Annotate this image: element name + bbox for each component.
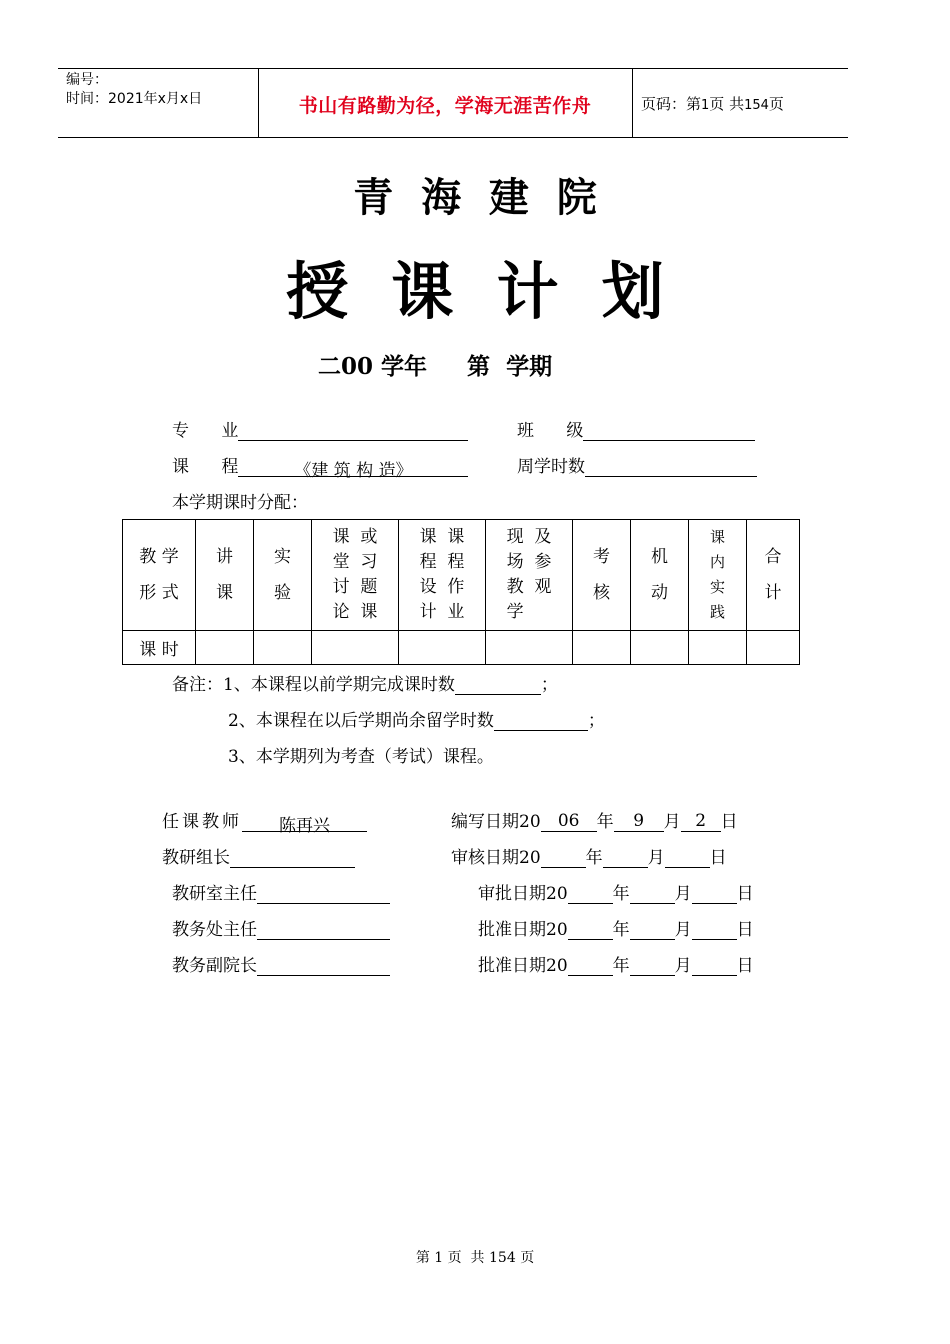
document-title: 授 课 计 划	[286, 255, 664, 328]
table-header-row	[123, 520, 800, 631]
page-mid: 页 共	[709, 95, 745, 113]
approve-year-field[interactable]	[568, 883, 613, 904]
office-label: 教务处主任	[172, 920, 257, 940]
ratify2-month-field[interactable]	[630, 955, 675, 976]
ratify-month-field[interactable]	[630, 919, 675, 940]
year-char: 年	[612, 884, 630, 904]
ratify-date-label: 批准日期20	[478, 920, 568, 940]
footer-mid: 页 共	[447, 1250, 485, 1266]
ratify2-day-field[interactable]	[692, 955, 737, 976]
note-1	[172, 670, 558, 695]
serial-label: 编号：	[66, 72, 108, 88]
vp-field[interactable]	[257, 955, 390, 976]
group-field[interactable]	[230, 847, 355, 868]
day-char: 日	[709, 848, 727, 868]
group-row	[162, 843, 355, 868]
header-cell-assessment: 考 核	[573, 520, 631, 631]
teacher-row	[162, 807, 367, 836]
major-field[interactable]	[238, 420, 468, 441]
hours-cell[interactable]	[689, 631, 747, 665]
review-month-field[interactable]	[603, 847, 648, 868]
hours-cell[interactable]	[399, 631, 486, 665]
office-field[interactable]	[257, 919, 390, 940]
page-total: 154	[744, 98, 769, 113]
ratify-date-row	[478, 915, 754, 940]
class-field[interactable]	[583, 420, 755, 441]
prior-hours-field[interactable]	[455, 674, 541, 695]
day-char: 日	[736, 956, 754, 976]
dept-label: 教研室主任	[172, 884, 257, 904]
footer-page: 1	[434, 1250, 444, 1266]
hours-cell[interactable]	[631, 631, 689, 665]
page-footer	[0, 1247, 950, 1267]
write-month-field[interactable]: 9	[614, 811, 664, 832]
ratify2-year-field[interactable]	[568, 955, 613, 976]
review-year-field[interactable]	[541, 847, 586, 868]
weekly-label: 周学时数	[517, 457, 585, 477]
footer-suffix: 页	[520, 1250, 535, 1266]
page-prefix: 页码：第	[641, 95, 702, 113]
header-page-number	[641, 93, 784, 114]
course-label: 课 程	[172, 457, 239, 477]
day-char: 日	[736, 920, 754, 940]
header-line: 形 式	[139, 583, 179, 603]
course-row	[172, 452, 468, 481]
class-row	[517, 416, 755, 441]
ratify-day-field[interactable]	[692, 919, 737, 940]
row-label: 课 时	[123, 631, 196, 665]
note-1-text: 备注：1、本课程以前学期完成课时数	[172, 675, 455, 695]
teacher-field[interactable]: 陈再兴	[242, 811, 367, 832]
page-num: 1	[701, 98, 710, 113]
dept-field[interactable]	[257, 883, 390, 904]
year-char: 年	[612, 920, 630, 940]
header-divider	[632, 69, 633, 137]
write-year-field[interactable]: 06	[541, 811, 597, 832]
year-char: 年	[612, 956, 630, 976]
note-2-suffix: ；	[587, 711, 605, 731]
school-title: 青 海 建 院	[353, 174, 597, 221]
approve-date-label: 审批日期20	[478, 884, 568, 904]
month-char: 月	[663, 812, 681, 832]
footer-total: 154	[489, 1250, 516, 1266]
teacher-label: 任课教师	[162, 812, 242, 832]
review-date-label: 审核日期20	[451, 848, 541, 868]
header-info	[66, 71, 202, 109]
year-char: 年	[585, 848, 603, 868]
write-day-field[interactable]: 2	[681, 811, 721, 832]
hours-cell[interactable]	[747, 631, 800, 665]
header-cell-form	[123, 520, 196, 631]
page-suffix: 页	[768, 95, 784, 113]
header-line: 教 学	[139, 547, 179, 567]
note-1-suffix: ；	[540, 675, 558, 695]
note-2	[228, 706, 605, 731]
day-char: 日	[720, 812, 738, 832]
hours-cell[interactable]	[196, 631, 254, 665]
group-label: 教研组长	[162, 848, 230, 868]
office-row	[172, 915, 390, 940]
hours-allocation-table	[122, 519, 800, 665]
approve-month-field[interactable]	[630, 883, 675, 904]
hours-cell[interactable]	[312, 631, 399, 665]
ratify2-date-label: 批准日期20	[478, 956, 568, 976]
table-row	[123, 631, 800, 665]
note-3: 3、本学期列为考查（考试）课程。	[228, 747, 494, 767]
header-cell-flexible: 机 动	[631, 520, 689, 631]
header-cell-experiment: 实 验	[254, 520, 312, 631]
remaining-hours-field[interactable]	[494, 710, 588, 731]
dept-row	[172, 879, 390, 904]
hours-cell[interactable]	[573, 631, 631, 665]
time-label: 时间：2021年x月x日	[66, 91, 203, 107]
term-line: 二00 学年 第 学期	[318, 353, 553, 380]
vp-row	[172, 951, 390, 976]
weekly-row	[517, 452, 757, 477]
month-char: 月	[674, 884, 692, 904]
approve-day-field[interactable]	[692, 883, 737, 904]
header-cell-practice: 课 内 实 践	[689, 520, 747, 631]
year-char: 年	[596, 812, 614, 832]
weekly-field[interactable]	[585, 456, 757, 477]
month-char: 月	[647, 848, 665, 868]
note-2-text: 2、本课程在以后学期尚余留学时数	[228, 711, 494, 731]
approve-date-row	[478, 879, 754, 904]
header-cell-discussion: 课 或 堂 习 讨 题 论 课	[312, 520, 399, 631]
write-date-label: 编写日期20	[451, 812, 541, 832]
month-char: 月	[674, 920, 692, 940]
class-label: 班 级	[517, 421, 584, 441]
course-field[interactable]: 《建 筑 构 造》	[238, 456, 468, 477]
motto: 书山有路勤为径，学海无涯苦作舟	[298, 95, 592, 117]
vp-label: 教务副院长	[172, 956, 257, 976]
day-char: 日	[736, 884, 754, 904]
document-header	[58, 68, 848, 138]
major-label: 专 业	[172, 421, 239, 441]
header-cell-total: 合 计	[747, 520, 800, 631]
write-date-row	[451, 807, 738, 832]
review-day-field[interactable]	[665, 847, 710, 868]
review-date-row	[451, 843, 727, 868]
header-cell-design: 课 课 程 程 设 作 计 业	[399, 520, 486, 631]
ratify-year-field[interactable]	[568, 919, 613, 940]
hours-cell[interactable]	[486, 631, 573, 665]
header-cell-fieldwork: 现 及 场 参 教 观 学	[486, 520, 573, 631]
major-row	[172, 416, 468, 441]
allocation-label: 本学期课时分配：	[172, 493, 308, 513]
hours-cell[interactable]	[254, 631, 312, 665]
month-char: 月	[674, 956, 692, 976]
footer-prefix: 第	[415, 1250, 430, 1266]
ratify2-date-row	[478, 951, 754, 976]
header-cell-lecture: 讲 课	[196, 520, 254, 631]
